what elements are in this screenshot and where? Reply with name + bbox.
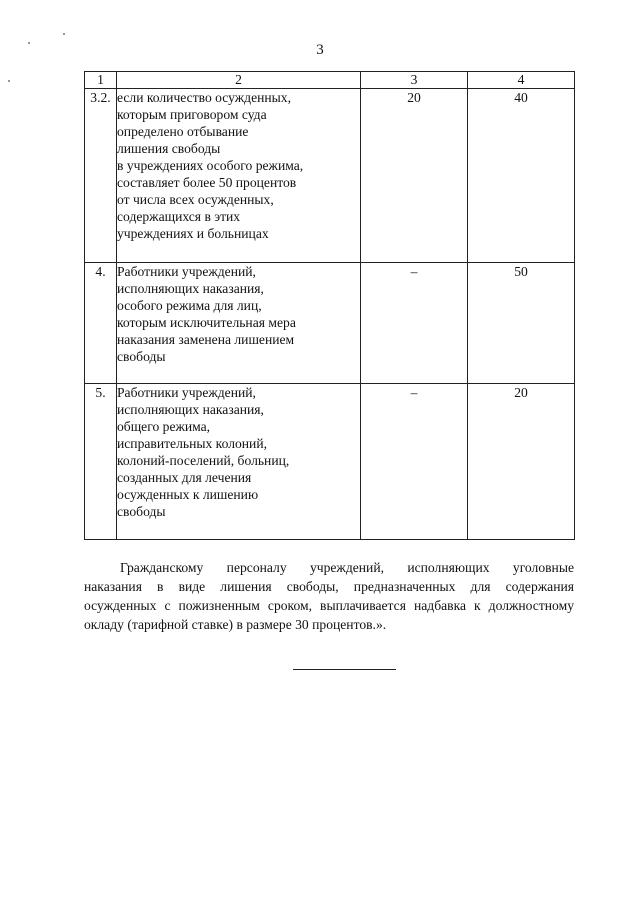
row-number: 3.2. <box>85 89 117 263</box>
description-line: колоний-поселений, больниц, <box>117 453 290 468</box>
column-header: 2 <box>117 72 361 89</box>
allowance-table <box>84 71 575 540</box>
column-header: 3 <box>361 72 468 89</box>
description-line: учреждениях и больницах <box>117 226 269 241</box>
description-line: составляет более 50 процентов <box>117 175 297 190</box>
end-separator-line <box>293 669 396 670</box>
description-line: которым приговором суда <box>117 107 267 122</box>
description-line: общего режима, <box>117 419 211 434</box>
description-line: от числа всех осужденных, <box>117 192 274 207</box>
description-line: которым исключительная мера <box>117 315 296 330</box>
description-line: в учреждениях особого режима, <box>117 158 304 173</box>
description-line: исполняющих наказания, <box>117 281 264 296</box>
description-line: определено отбывание <box>117 124 249 139</box>
description-line: свободы <box>117 349 166 364</box>
description-line: исполняющих наказания, <box>117 402 264 417</box>
description-line: содержащихся в этих <box>117 209 241 224</box>
column-4-value: 20 <box>468 384 575 540</box>
row-description <box>117 89 361 263</box>
description-line: созданных для лечения <box>117 470 252 485</box>
column-4-value: 50 <box>468 263 575 384</box>
table-row <box>85 384 575 540</box>
description-line: Работники учреждений, <box>117 385 256 400</box>
description-line: исправительных колоний, <box>117 436 268 451</box>
paragraph-line: наказания в виде лишения свободы, предназначенных для содержания <box>84 579 574 594</box>
description-line: наказания заменена лишением <box>117 332 295 347</box>
scan-speck <box>8 80 10 82</box>
closing-paragraph <box>84 558 574 634</box>
paragraph-line: окладу (тарифной ставке) в размере 30 процентов.». <box>84 617 387 632</box>
page-number: 3 <box>316 42 324 58</box>
description-line: свободы <box>117 504 166 519</box>
row-number: 5. <box>85 384 117 540</box>
scan-speck <box>63 33 65 35</box>
column-4-value: 40 <box>468 89 575 263</box>
column-3-value: – <box>361 263 468 384</box>
description-line: осужденных к лишению <box>117 487 259 502</box>
table-row <box>85 263 575 384</box>
row-description <box>117 384 361 540</box>
row-number: 4. <box>85 263 117 384</box>
table-row <box>85 89 575 263</box>
table-header-row <box>85 72 575 89</box>
row-description <box>117 263 361 384</box>
description-line: лишения свободы <box>117 141 221 156</box>
column-header: 1 <box>85 72 117 89</box>
column-header: 4 <box>468 72 575 89</box>
paragraph-line: осужденных с пожизненным сроком, выплачивается надбавка к должностному <box>84 598 574 613</box>
description-line: особого режима для лиц, <box>117 298 262 313</box>
paragraph-line: Гражданскому персоналу учреждений, исполняющих уголовные <box>120 560 574 575</box>
description-line: если количество осужденных, <box>117 90 291 105</box>
description-line: Работники учреждений, <box>117 264 256 279</box>
column-3-value: – <box>361 384 468 540</box>
column-3-value: 20 <box>361 89 468 263</box>
